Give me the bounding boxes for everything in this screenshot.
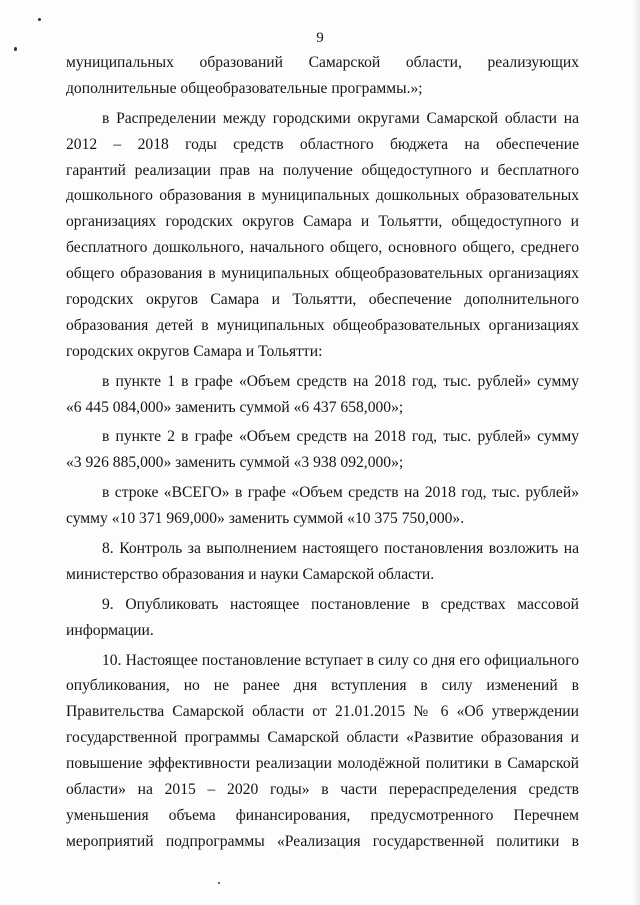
text-line: дошкольного образования в муниципальных дошкольных образовательных xyxy=(66,187,579,205)
text-line: мероприятий подпрограммы «Реализация государственной политики в xyxy=(66,832,579,850)
text-line: 9. Опубликовать настоящее постановление в средствах массовой xyxy=(102,595,579,613)
text-line: области» на 2015 – 2020 годы» в части перераспределения средств xyxy=(66,781,579,799)
page-number: 9 xyxy=(316,30,324,46)
text-line: организациях городских округов Самара и Тольятти, общедоступного и xyxy=(66,213,579,231)
text-line: общего образования в муниципальных общеобразовательных организациях xyxy=(66,265,579,283)
text-line: государственной программы Самарской области «Развитие образования и xyxy=(66,729,579,747)
text-line: повышение эффективности реализации молодёжной политики в Самарской xyxy=(66,755,579,773)
text-line: уменьшения объема финансирования, предусмотренного Перечнем xyxy=(66,806,579,824)
text-line: министерство образования и науки Самарской области. xyxy=(66,565,435,583)
scan-edge-shadow xyxy=(632,0,640,905)
text-line: 10. Настоящее постановление вступает в силу со дня его официального xyxy=(102,651,579,669)
text-line: городских округов Самара и Тольятти: xyxy=(66,342,323,360)
text-line: в Распределении между городскими округами Самарской области на xyxy=(102,109,579,127)
text-line: дополнительные общеобразовательные программы.»; xyxy=(66,79,423,97)
text-line: в пункте 2 в графе «Объем средств на 2018 год, тыс. рублей» сумму xyxy=(102,428,579,446)
text-line: бесплатного дошкольного, начального общего, основного общего, среднего xyxy=(66,239,579,257)
text-line: гарантий реализации прав на получение общедоступного и бесплатного xyxy=(66,161,579,179)
text-line: опубликования, но не ранее дня вступления в силу изменений в xyxy=(66,677,579,695)
scan-speck xyxy=(14,47,17,51)
text-line: в строке «ВСЕГО» в графе «Объем средств на 2018 год, тыс. рублей» xyxy=(102,484,579,502)
text-line: «3 926 885,000» заменить суммой «3 938 092,000»; xyxy=(66,454,404,472)
text-line: муниципальных образований Самарской области, реализующих xyxy=(66,54,579,71)
text-line: городских округов Самара и Тольятти, обеспечение дополнительного xyxy=(66,291,579,309)
text-line: «6 445 084,000» заменить суммой «6 437 658,000»; xyxy=(66,398,404,416)
scan-speck xyxy=(38,18,41,21)
text-line: образования детей в муниципальных общеобразовательных организациях xyxy=(66,316,579,334)
scan-speck xyxy=(218,882,220,884)
document-body xyxy=(66,50,579,855)
text-line: 2012 – 2018 годы средств областного бюджета на обеспечение xyxy=(66,135,579,153)
text-line: 8. Контроль за выполнением настоящего постановления возложить на xyxy=(102,540,579,558)
text-line: Правительства Самарской области от 21.01.2015 № 6 «Об утверждении xyxy=(66,703,579,721)
text-line: в пункте 1 в графе «Объем средств на 2018 год, тыс. рублей» сумму xyxy=(102,372,579,390)
text-line: сумму «10 371 969,000» заменить суммой «10 375 750,000». xyxy=(66,510,465,528)
text-line: информации. xyxy=(66,621,154,639)
